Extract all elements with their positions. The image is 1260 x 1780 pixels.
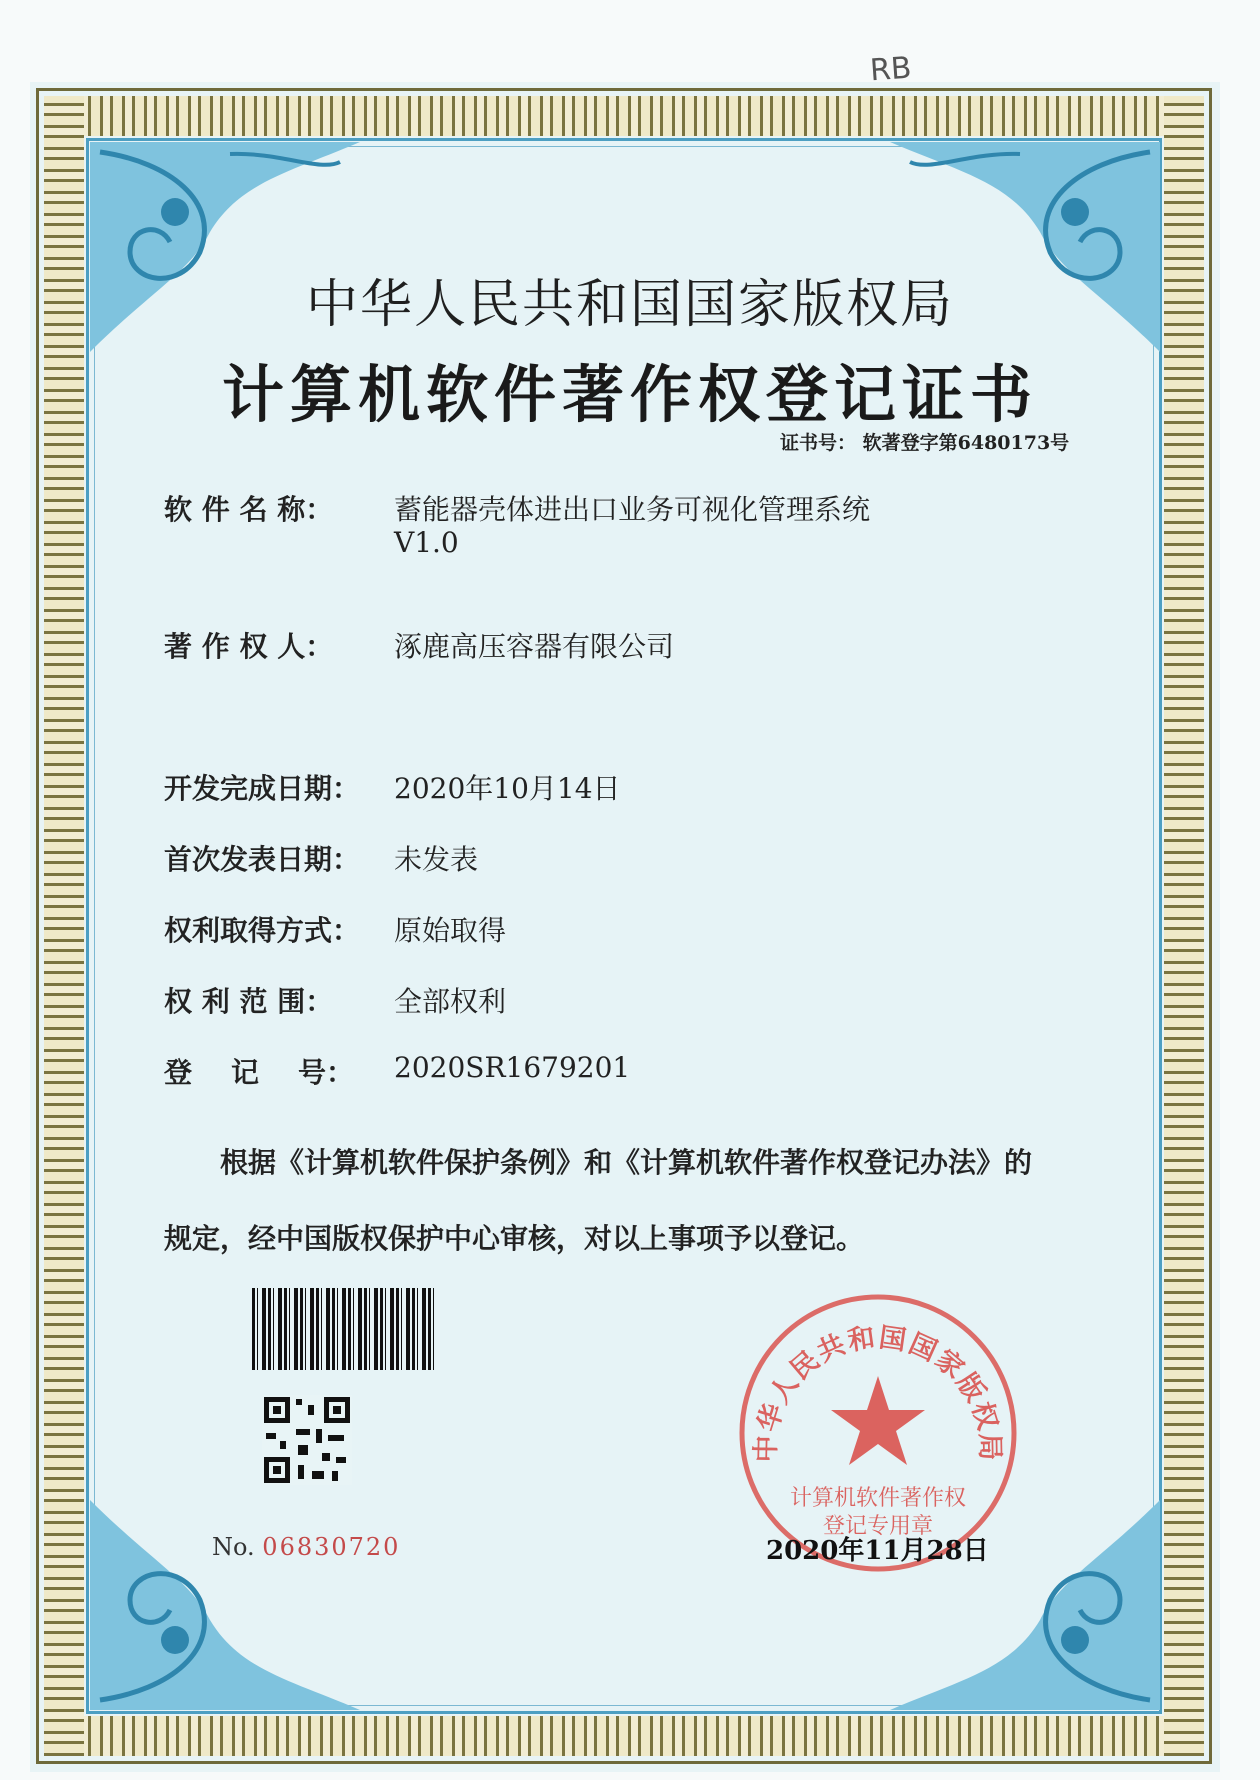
- field-label: 软 件 名 称：: [164, 493, 334, 526]
- field-label: 开发完成日期：: [164, 772, 361, 805]
- field-value: 2020SR1679201: [394, 1051, 631, 1084]
- serial-value: 06830720: [262, 1533, 401, 1561]
- handwritten-note: RB: [868, 50, 913, 89]
- issuer-heading: 中华人民共和国国家版权局: [305, 275, 954, 335]
- field-label: 著 作 权 人：: [164, 630, 334, 663]
- qr-code: [262, 1395, 352, 1485]
- field-value: 全部权利: [394, 985, 507, 1018]
- field-value: 未发表: [394, 843, 479, 876]
- field-label: 权利取得方式：: [164, 914, 361, 947]
- serial-number: [212, 1533, 400, 1561]
- certificate-title: 计算机软件著作权登记证书: [221, 358, 1038, 431]
- field-label: 首次发表日期：: [164, 843, 361, 876]
- statement-line-1: 根据《计算机软件保护条例》和《计算机软件著作权登记办法》的: [220, 1146, 1033, 1179]
- certificate-number: [780, 428, 1069, 455]
- statement-line-2: 规定，经中国版权保护中心审核，对以上事项予以登记。: [164, 1222, 865, 1255]
- field-label: 权 利 范 围：: [164, 985, 334, 1018]
- fret-border-bottom: [44, 1716, 1204, 1756]
- corner-ornament-bottom-left: [90, 1500, 360, 1710]
- seal-center-line-2: 登记专用章: [822, 1514, 934, 1539]
- barcode: [252, 1288, 434, 1370]
- issue-date: 2020年11月28日: [766, 1536, 989, 1566]
- field-value: 涿鹿高压容器有限公司: [394, 630, 675, 663]
- serial-prefix: No.: [212, 1533, 255, 1561]
- certificate-number-label: 证书号：: [780, 432, 857, 454]
- seal-center-line-1: 计算机软件著作权: [789, 1486, 967, 1511]
- field-value: 原始取得: [394, 914, 507, 947]
- seal-ring-text: 中华人民共和国国家版权局: [750, 1322, 1006, 1463]
- statement-paragraph: [164, 1125, 1124, 1277]
- field-label: 登 记 号：: [164, 1056, 354, 1089]
- field-value: 2020年10月14日: [394, 772, 621, 805]
- field-value: 蓄能器壳体进出口业务可视化管理系统: [394, 493, 871, 526]
- field-value: V1.0: [394, 526, 459, 559]
- certificate-number-value: 软著登字第6480173号: [862, 432, 1070, 454]
- seal-star-icon: [831, 1376, 925, 1465]
- fret-border-top: [44, 96, 1204, 136]
